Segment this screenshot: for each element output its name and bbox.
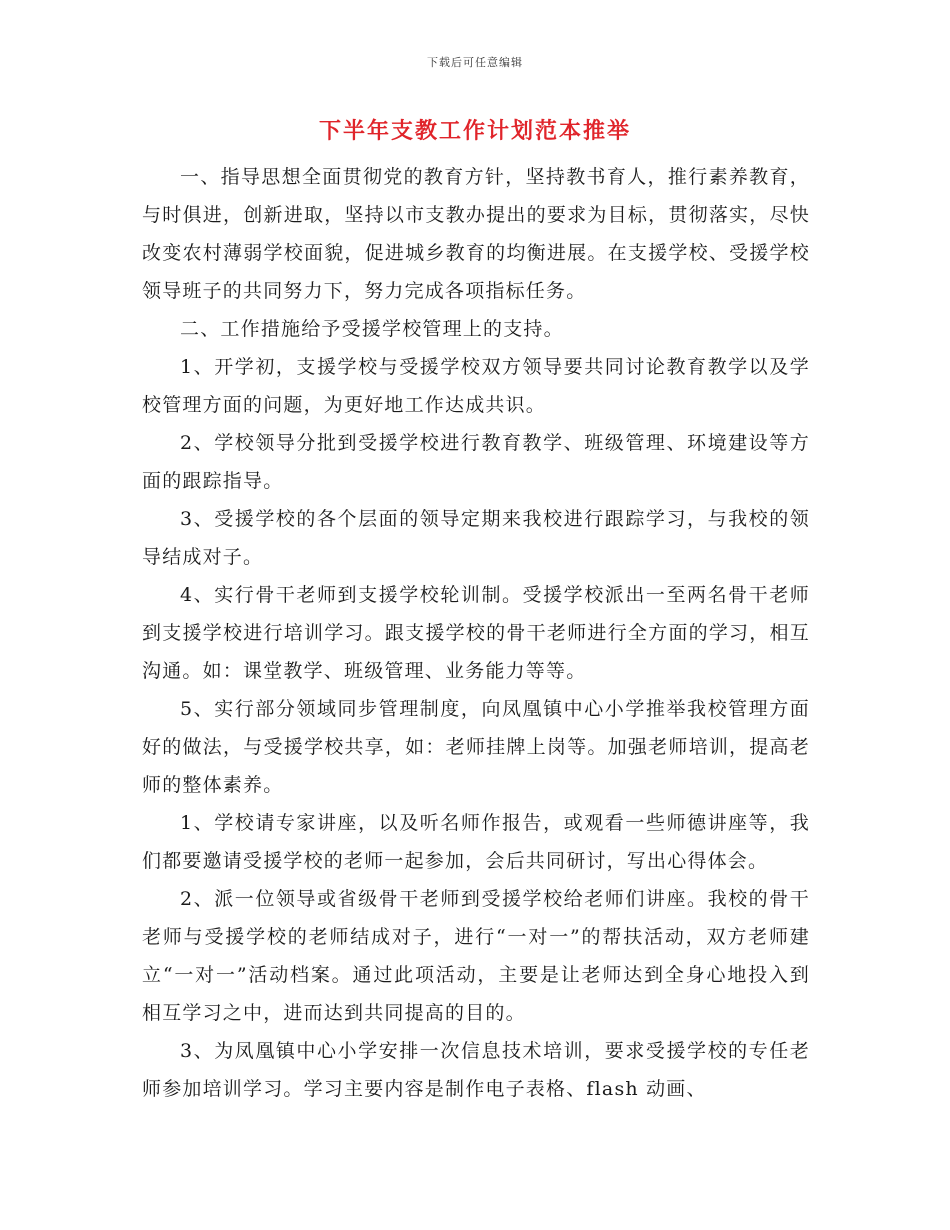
header-note: 下载后可任意编辑 [427, 56, 523, 69]
paragraph-training-1: 1、学校请专家讲座，以及听名师作报告，或观看一些师德讲座等，我们都要邀请受援学校的老师一起参加，会后共同研讨，写出心得体会。 [142, 812, 810, 872]
paragraph-item-1: 1、开学初，支援学校与受援学校双方领导要共同讨论教育教学以及学校管理方面的问题，为更好地工作达成共识。 [142, 356, 810, 416]
document-title: 下半年支教工作计划范本推举 [318, 118, 631, 144]
paragraph-training-3: 3、为凤凰镇中心小学安排一次信息技术培训，要求受援学校的专任老师参加培训学习。学习主要内容是制作电子表格、flash 动画、 [142, 1040, 810, 1100]
paragraph-item-2: 2、学校领导分批到受援学校进行教育教学、班级管理、环境建设等方面的跟踪指导。 [142, 432, 810, 492]
paragraph-guiding-ideology: 一、指导思想全面贯彻党的教育方针，坚持教书育人，推行素养教育，与时俱进，创新进取，坚持以市支教办提出的要求为目标，贯彻落实，尽快改变农村薄弱学校面貌，促进城乡教育的均衡进展。在支援学校、受援学校领导班子的共同努力下，努力完成各项指标任务。 [142, 166, 810, 302]
paragraph-item-5: 5、实行部分领域同步管理制度，向凤凰镇中心小学推举我校管理方面好的做法，与受援学校共享，如：老师挂牌上岗等。加强老师培训，提高老师的整体素养。 [142, 698, 810, 796]
paragraph-training-2: 2、派一位领导或省级骨干老师到受援学校给老师们讲座。我校的骨干老师与受援学校的老师结成对子，进行“一对一”的帮扶活动，双方老师建立“一对一”活动档案。通过此项活动，主要是让老师达到全身心地投入到相互学习之中，进而达到共同提高的目的。 [142, 888, 810, 1024]
paragraph-work-measures: 二、工作措施给予受援学校管理上的支持。 [180, 318, 564, 340]
document-body [142, 158, 810, 1108]
paragraph-item-3: 3、受援学校的各个层面的领导定期来我校进行跟踪学习，与我校的领导结成对子。 [142, 508, 810, 568]
paragraph-item-4: 4、实行骨干老师到支援学校轮训制。受援学校派出一至两名骨干老师到支援学校进行培训学习。跟支援学校的骨干老师进行全方面的学习，相互沟通。如：课堂教学、班级管理、业务能力等等。 [142, 584, 810, 682]
